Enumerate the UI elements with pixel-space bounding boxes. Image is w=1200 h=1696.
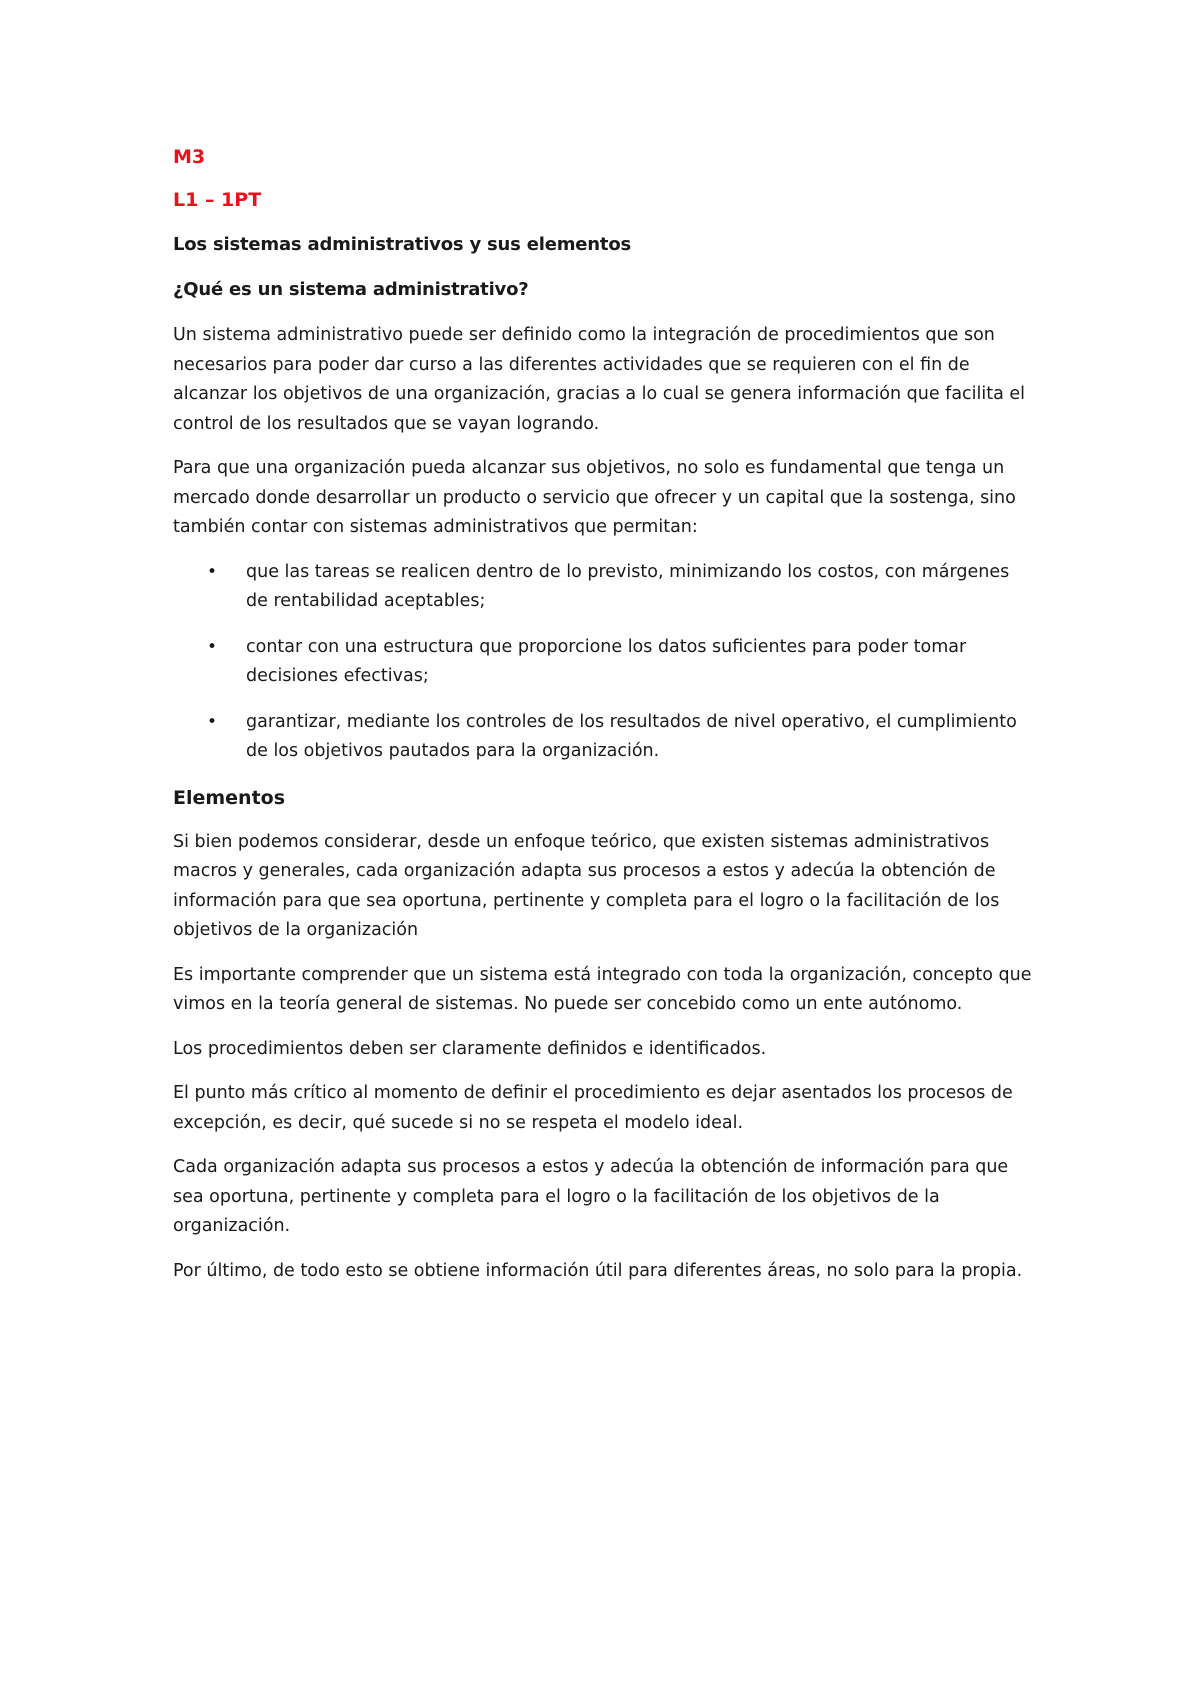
bullet-icon: • <box>207 561 218 582</box>
module-label: M3 <box>173 146 206 168</box>
list-item-text: garantizar, mediante los controles de los resultados de nivel operativo, el cumplimiento de los objetivos pautados para la organización. <box>246 711 1017 761</box>
paragraph-definition: Un sistema administrativo puede ser definido como la integración de procedimientos que son necesarios para poder dar curso a las diferentes actividades que se requieren con el fin de alcanzar los objetivos de una organización, gracias a lo cual se genera información que facilita el control de los resultados que se vayan logrando. <box>173 325 1026 434</box>
paragraph-theory: Si bien podemos considerar, desde un enfoque teórico, que existen sistemas administrativos macros y generales, cada organización adapta sus procesos a estos y adecúa la obtención de información para que sea oportuna, pertinente y completa para el logro o la facilitación de los objetivos de la organización <box>173 831 1000 940</box>
bullet-list <box>173 558 1033 767</box>
document-body <box>173 143 1033 1301</box>
paragraph-requirements: Para que una organización pueda alcanzar sus objetivos, no solo es fundamental que tenga un mercado donde desarrollar un producto o servicio que ofrecer y un capital que la sostenga, sino también contar con sistemas administrativos que permitan: <box>173 458 1016 537</box>
question-heading: ¿Qué es un sistema administrativo? <box>173 279 529 300</box>
list-item-text: que las tareas se realicen dentro de lo previsto, minimizando los costos, con márgenes de rentabilidad aceptables; <box>246 561 1010 611</box>
document-heading: Los sistemas administrativos y sus elementos <box>173 234 632 255</box>
paragraph-adaptation: Cada organización adapta sus procesos a estos y adecúa la obtención de información para que sea oportuna, pertinente y completa para el logro o la facilitación de los objetivos de la organización. <box>173 1157 1009 1236</box>
section-heading-elementos: Elementos <box>173 786 286 809</box>
list-item <box>173 558 1033 617</box>
list-item <box>173 633 1033 692</box>
bullet-icon: • <box>207 636 218 657</box>
lesson-label: L1 – 1PT <box>173 189 262 211</box>
paragraph-integration: Es importante comprender que un sistema está integrado con toda la organización, concepto que vimos en la teoría general de sistemas. No puede ser concebido como un ente autónomo. <box>173 964 1032 1014</box>
list-item-text: contar con una estructura que proporcione los datos suficientes para poder tomar decisiones efectivas; <box>246 636 967 686</box>
paragraph-critical-point: El punto más crítico al momento de definir el procedimiento es dejar asentados los procesos de excepción, es decir, qué sucede si no se respeta el modelo ideal. <box>173 1083 1013 1133</box>
list-item <box>173 708 1033 767</box>
paragraph-procedures: Los procedimientos deben ser claramente definidos e identificados. <box>173 1038 767 1059</box>
bullet-icon: • <box>207 711 218 732</box>
paragraph-conclusion: Por último, de todo esto se obtiene información útil para diferentes áreas, no solo para la propia. <box>173 1260 1023 1281</box>
